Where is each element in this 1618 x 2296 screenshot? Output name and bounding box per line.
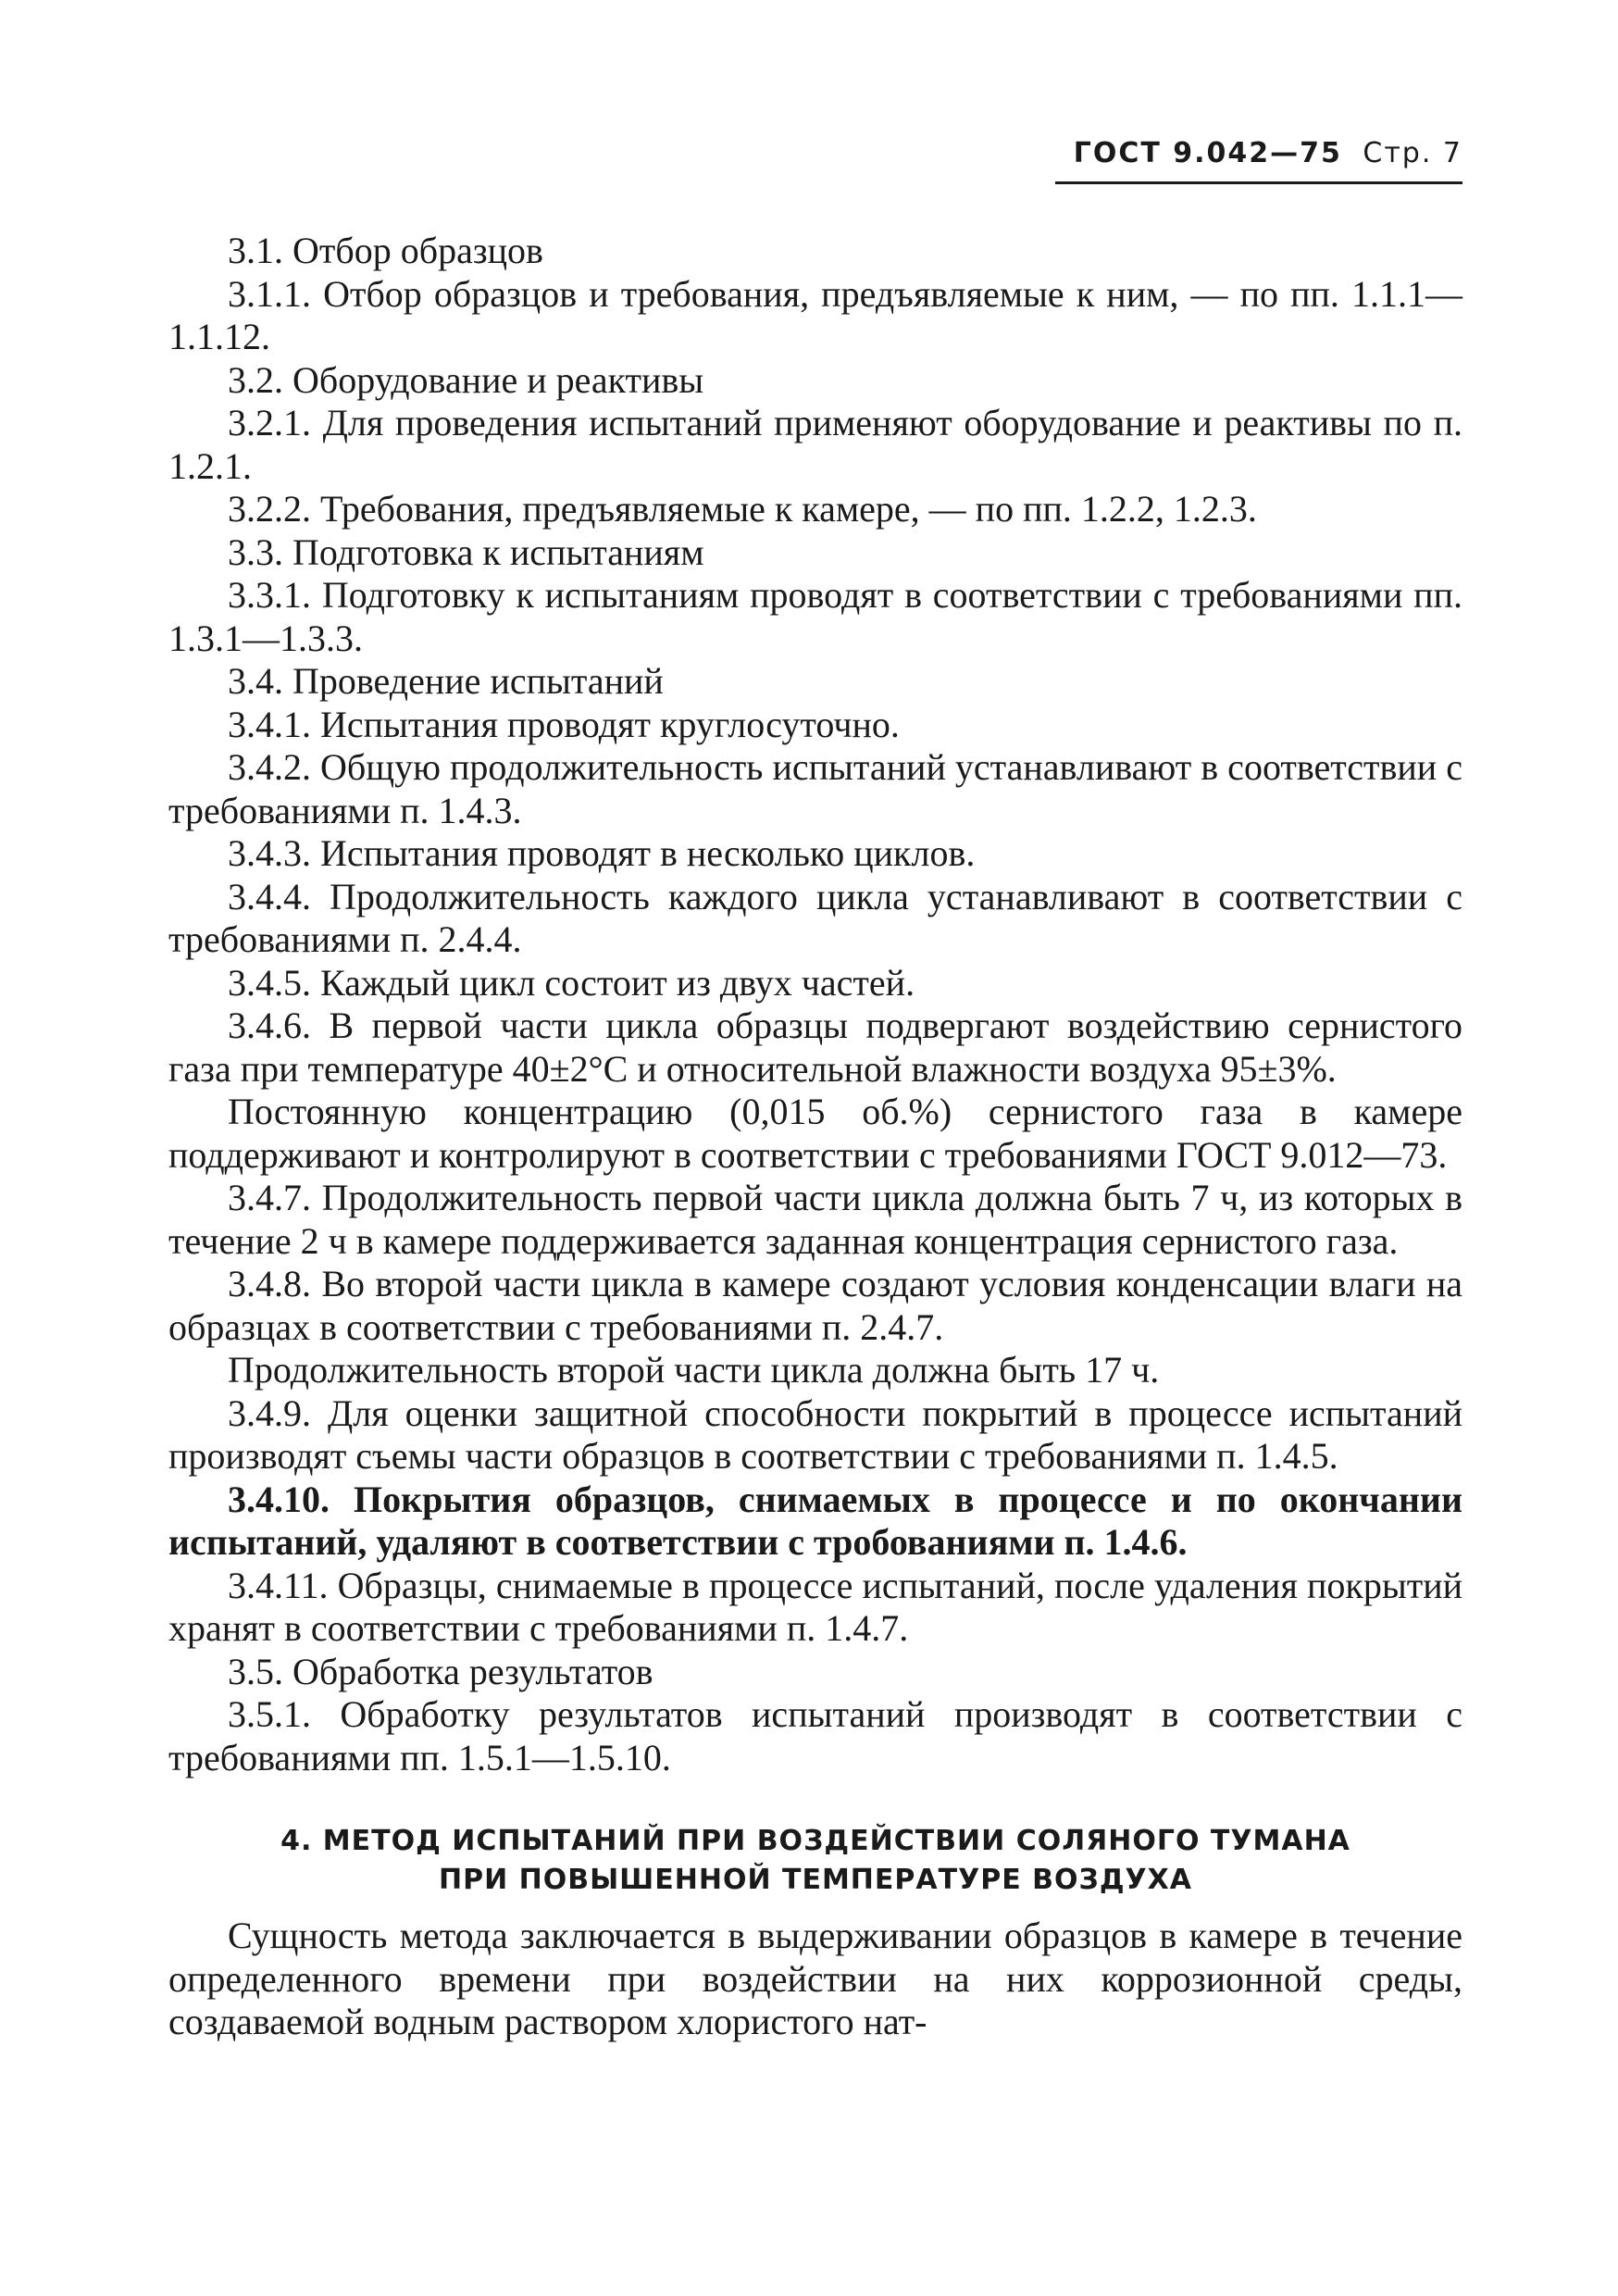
paragraph-3-4-7: 3.4.7. Продолжительность первой части цикла должна быть 7 ч, из которых в течение 2 ч в камере поддерживается заданная концентрация сернистого газа. — [168, 1177, 1462, 1262]
paragraph-3-4-8: 3.4.8. Во второй части цикла в камере создают условия конденсации влаги на образцах в соответствии с требованиями п. 2.4.7. — [168, 1263, 1462, 1348]
paragraph-3-1-1: 3.1.1. Отбор образцов и требования, предъявляемые к ним, — по пп. 1.1.1—1.1.12. — [168, 272, 1462, 357]
paragraph-3-4-4: 3.4.4. Продолжительность каждого цикла устанавливают в соответствии с требованиями п. 2.4.4. — [168, 875, 1462, 960]
paragraph-3-4-9: 3.4.9. Для оценки защитной способности покрытий в процессе испытаний производят съемы части образцов в соответствии с требованиями п. 1.4.5. — [168, 1391, 1462, 1477]
paragraph-3-4-1: 3.4.1. Испытания проводят круглосуточно. — [228, 703, 900, 745]
paragraph-3-3: 3.3. Подготовка к испытаниям — [228, 530, 704, 573]
paragraph-3-4-3: 3.4.3. Испытания проводят в несколько циклов. — [228, 832, 976, 874]
section-4-title-line-1: 4. МЕТОД ИСПЫТАНИЙ ПРИ ВОЗДЕЙСТВИИ СОЛЯНОГО ТУМАНА — [280, 1825, 1350, 1857]
paragraph-3-5-1: 3.5.1. Обработку результатов испытаний производят в соответствии с требованиями пп. 1.5.1—1.5.10. — [168, 1693, 1462, 1778]
paragraph-3-5: 3.5. Обработка результатов — [228, 1650, 653, 1692]
paragraph-3-4: 3.4. Проведение испытаний — [228, 660, 664, 702]
paragraph-3-4-10: 3.4.10. Покрытия образцов, снимаемых в процессе и по окончании испытаний, удаляют в соответствии с тробованиями п. 1.4.6. — [168, 1478, 1462, 1563]
page-number: Стр. 7 — [1363, 137, 1462, 169]
document-body — [168, 230, 1462, 2044]
document-number: ГОСТ 9.042—75 — [1073, 137, 1342, 169]
paragraph-second-part-duration: Продолжительность второй части цикла должна быть 17 ч. — [228, 1349, 1160, 1391]
paragraph-concentration: Постоянную концентрацию (0,015 об.%) сернистого газа в камере поддерживают и контролируют в соответствии с требованиями ГОСТ 9.012—73. — [168, 1091, 1462, 1176]
paragraph-3-2: 3.2. Оборудование и реактивы — [228, 358, 704, 401]
paragraph-3-4-6: 3.4.6. В первой части цикла образцы подвергают воздействию сернистого газа при температуре 40±2°С и относительной влажности воздуха 95±3%. — [168, 1004, 1462, 1090]
paragraph-3-4-11: 3.4.11. Образцы, снимаемые в процессе испытаний, после удаления покрытий хранят в соответствии с требованиями п. 1.4.7. — [168, 1564, 1462, 1649]
paragraph-3-1: 3.1. Отбор образцов — [228, 230, 543, 271]
paragraph-3-4-2: 3.4.2. Общую продолжительность испытаний устанавливают в соответствии с требованиями п. 1.4.3. — [168, 746, 1462, 831]
section-4-intro: Сущность метода заключается в выдерживании образцов в камере в течение определенного времени при воздействии на них коррозионной среды, создаваемой водным раствором хлористого нат- — [168, 1915, 1462, 2042]
header-divider — [1055, 181, 1462, 184]
section-4-title-line-2: ПРИ ПОВЫШЕННОЙ ТЕМПЕРАТУРЕ ВОЗДУХА — [438, 1864, 1193, 1896]
paragraph-3-4-5: 3.4.5. Каждый цикл состоит из двух частей. — [228, 961, 915, 1004]
paragraph-3-3-1: 3.3.1. Подготовку к испытаниям проводят в соответствии с требованиями пп. 1.3.1—1.3.3. — [168, 574, 1462, 659]
page-header — [1055, 137, 1462, 185]
section-4-title — [168, 1822, 1462, 1900]
paragraph-3-2-2: 3.2.2. Требования, предъявляемые к камере, — по пп. 1.2.2, 1.2.3. — [228, 488, 1257, 530]
paragraph-3-2-1: 3.2.1. Для проведения испытаний применяют оборудование и реактивы по п. 1.2.1. — [168, 402, 1462, 487]
